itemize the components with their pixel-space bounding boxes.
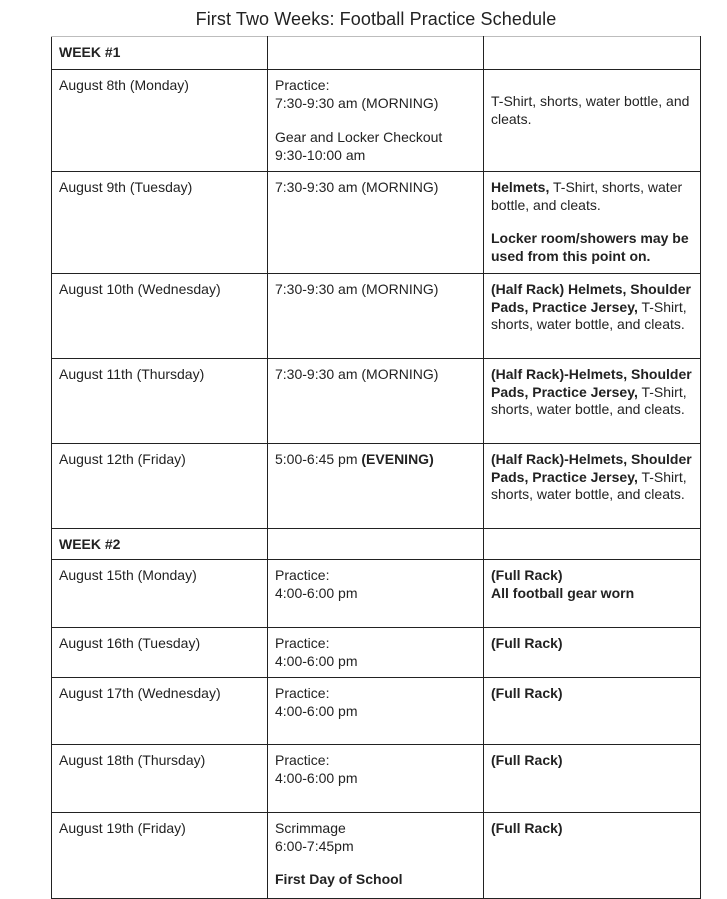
gear-cell bbox=[484, 274, 701, 359]
time-note: First Day of School bbox=[275, 871, 403, 887]
table-row-week-1 bbox=[52, 37, 701, 70]
gear-cell: (Full Rack) bbox=[484, 745, 701, 813]
page-title: First Two Weeks: Football Practice Schedule bbox=[195, 9, 557, 29]
time-line: Practice: bbox=[275, 685, 330, 701]
gear-text: T-Shirt, shorts, water bottle, and cleats. bbox=[491, 93, 690, 127]
date-cell: August 16th (Tuesday) bbox=[52, 628, 268, 678]
time-line: 4:00-6:00 pm bbox=[275, 769, 358, 786]
table-row bbox=[52, 813, 701, 899]
gear-plain: T-Shirt, shorts, water bottle, and cleats. bbox=[491, 298, 687, 332]
table-row bbox=[52, 678, 701, 745]
gear-cell: (Full Rack) bbox=[484, 628, 701, 678]
gear-cell: (Full Rack) bbox=[484, 678, 701, 745]
table-row bbox=[52, 70, 701, 172]
time-line: Practice: bbox=[275, 77, 330, 93]
time-cell bbox=[268, 745, 484, 813]
date-cell: August 9th (Tuesday) bbox=[52, 172, 268, 274]
week-label: WEEK #1 bbox=[52, 37, 268, 70]
time-cell bbox=[268, 444, 484, 529]
gear-plain: T-Shirt, shorts, water bottle, and cleats. bbox=[491, 383, 687, 417]
table-row-week-2 bbox=[52, 529, 701, 560]
date-cell: August 19th (Friday) bbox=[52, 813, 268, 899]
gear-bold: (Half Rack)-Helmets, Shoulder Pads, Practice Jersey, bbox=[491, 451, 692, 485]
gear-cell bbox=[484, 70, 701, 172]
time-cell: 7:30-9:30 am (MORNING) bbox=[268, 274, 484, 359]
time-line: 4:00-6:00 pm bbox=[275, 584, 358, 601]
gear-plain: T-Shirt, shorts, water bottle, and cleats. bbox=[491, 179, 683, 213]
time-cell bbox=[268, 628, 484, 678]
table-row bbox=[52, 274, 701, 359]
time-line: Practice: bbox=[275, 635, 330, 651]
empty-cell bbox=[484, 37, 701, 70]
table-row bbox=[52, 745, 701, 813]
date-cell: August 18th (Thursday) bbox=[52, 745, 268, 813]
time-line: 7:30-9:30 am (MORNING) bbox=[275, 94, 439, 111]
gear-bold: Helmets, bbox=[491, 179, 550, 195]
table-row bbox=[52, 172, 701, 274]
time-line: 6:00-7:45pm bbox=[275, 837, 354, 854]
gear-text bbox=[491, 179, 694, 214]
time-cell: 7:30-9:30 am (MORNING) bbox=[268, 359, 484, 444]
gear-cell: (Full Rack) bbox=[484, 813, 701, 899]
date-cell: August 12th (Friday) bbox=[52, 444, 268, 529]
time-line: 9:30-10:00 am bbox=[275, 146, 366, 163]
time-line: Practice: bbox=[275, 752, 330, 768]
date-cell: August 15th (Monday) bbox=[52, 560, 268, 628]
time-plain: 5:00-6:45 pm bbox=[275, 451, 362, 467]
gear-cell bbox=[484, 359, 701, 444]
empty-cell bbox=[268, 37, 484, 70]
table-row bbox=[52, 359, 701, 444]
time-cell bbox=[268, 813, 484, 899]
time-bold: (EVENING) bbox=[361, 451, 434, 467]
date-cell: August 8th (Monday) bbox=[52, 70, 268, 172]
gear-cell bbox=[484, 560, 701, 628]
time-line: 4:00-6:00 pm bbox=[275, 702, 358, 719]
gear-bold: All football gear worn bbox=[491, 584, 635, 601]
gear-bold: (Half Rack) Helmets, Shoulder Pads, Practice Jersey, bbox=[491, 281, 691, 315]
time-cell bbox=[268, 678, 484, 745]
table-row bbox=[52, 628, 701, 678]
time-line: Practice: bbox=[275, 567, 330, 583]
time-cell: 7:30-9:30 am (MORNING) bbox=[268, 172, 484, 274]
date-cell: August 11th (Thursday) bbox=[52, 359, 268, 444]
gear-cell bbox=[484, 444, 701, 529]
date-cell: August 10th (Wednesday) bbox=[52, 274, 268, 359]
schedule-table bbox=[51, 36, 701, 899]
gear-bold: (Full Rack) bbox=[491, 567, 563, 583]
time-line: 4:00-6:00 pm bbox=[275, 652, 358, 669]
table-row bbox=[52, 444, 701, 529]
gear-plain: T-Shirt, shorts, water bottle, and cleats. bbox=[491, 468, 687, 502]
date-cell: August 17th (Wednesday) bbox=[52, 678, 268, 745]
time-cell bbox=[268, 560, 484, 628]
time-cell bbox=[268, 70, 484, 172]
week-label: WEEK #2 bbox=[52, 529, 268, 560]
gear-note: Locker room/showers may be used from this point on. bbox=[491, 230, 689, 264]
time-line: Gear and Locker Checkout bbox=[275, 129, 443, 145]
table-row bbox=[52, 560, 701, 628]
empty-cell bbox=[268, 529, 484, 560]
empty-cell bbox=[484, 529, 701, 560]
gear-bold: (Half Rack)-Helmets, Shoulder Pads, Practice Jersey, bbox=[491, 366, 692, 400]
gear-cell bbox=[484, 172, 701, 274]
time-line: Scrimmage bbox=[275, 820, 346, 836]
